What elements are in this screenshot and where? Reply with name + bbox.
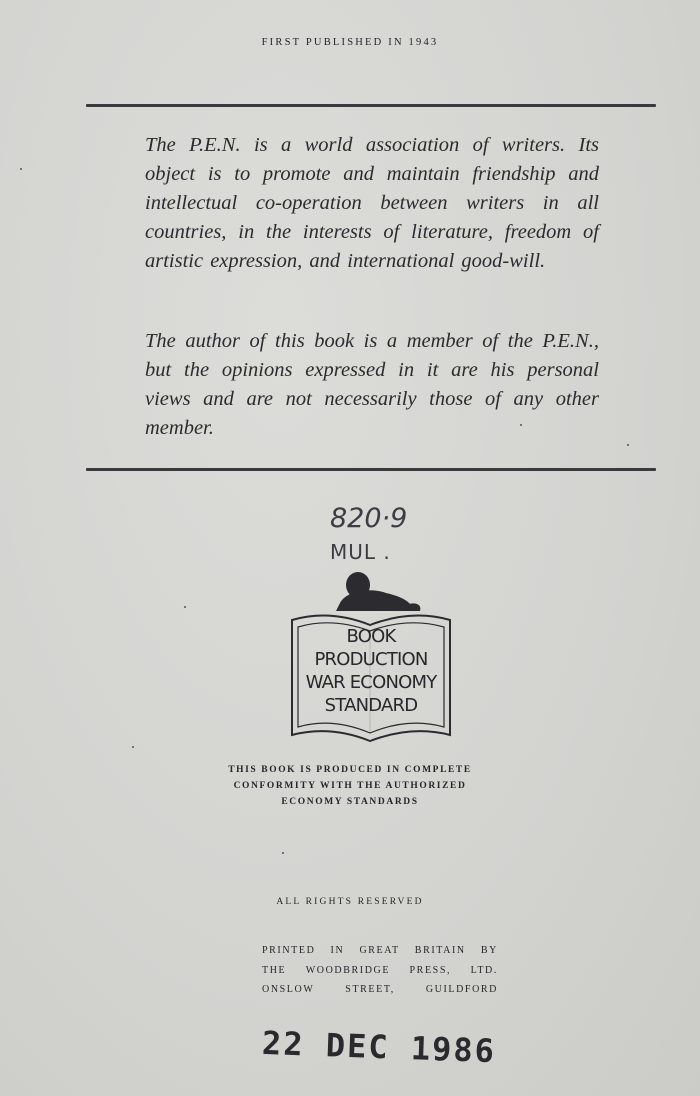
paper-speck: [184, 606, 186, 608]
economy-note-line-2: CONFORMITY WITH THE AUTHORIZED: [233, 781, 467, 791]
imprint-word: BRITAIN: [414, 945, 466, 956]
emblem-line-war-economy: WAR ECONOMY: [305, 672, 437, 693]
imprint-word: LTD.: [470, 964, 498, 976]
printer-imprint: [262, 943, 498, 999]
date-stamp: 22 DEC 1986: [261, 1023, 497, 1071]
imprint-word: THE: [262, 964, 287, 976]
lion-icon: [336, 572, 420, 611]
emblem-line-production: PRODUCTION: [314, 649, 428, 670]
paper-speck: [627, 444, 629, 446]
all-rights-reserved: ALL RIGHTS RESERVED: [276, 897, 424, 907]
emblem-line-standard: STANDARD: [324, 695, 418, 716]
top-rule: [86, 104, 656, 107]
first-published-line: FIRST PUBLISHED IN 1943: [261, 37, 439, 48]
bottom-rule: [86, 468, 656, 471]
imprint-word: GUILDFORD: [425, 984, 498, 995]
imprint-row-2: [262, 963, 498, 980]
paper-speck: [520, 424, 522, 426]
imprint-word: WOODBRIDGE: [305, 964, 391, 976]
imprint-word: ONSLOW: [262, 984, 315, 995]
imprint-row-3: [262, 982, 498, 999]
handwritten-classmark: 820·9: [330, 503, 408, 534]
economy-note-line-3: ECONOMY STANDARDS: [281, 797, 419, 807]
imprint-row-1: [262, 943, 498, 960]
paper-speck: [20, 168, 22, 170]
imprint-word: STREET,: [345, 984, 395, 995]
emblem-line-book: BOOK: [346, 626, 396, 647]
pen-paragraph-1: The P.E.N. is a world association of writers. Its object is to promote and maintain friendship and intellectual co-operation between writers in all countries, in the interests of literature, freedom of artistic expression, and international good-will.: [145, 134, 599, 272]
imprint-word: PRINTED: [262, 945, 316, 956]
paper-speck: [132, 746, 134, 748]
imprint-word: BY: [480, 945, 498, 956]
pen-paragraph-2: The author of this book is a member of the P.E.N., but the opinions expressed in it are his personal views and are not necessarily those of any other member.: [145, 330, 599, 439]
imprint-word: PRESS,: [409, 964, 452, 976]
paper-speck: [282, 852, 284, 854]
economy-note-line-1: THIS BOOK IS PRODUCED IN COMPLETE: [228, 765, 472, 775]
imprint-word: IN: [330, 945, 345, 956]
handwritten-author-code: MUL .: [330, 540, 391, 564]
imprint-word: GREAT: [359, 945, 400, 956]
